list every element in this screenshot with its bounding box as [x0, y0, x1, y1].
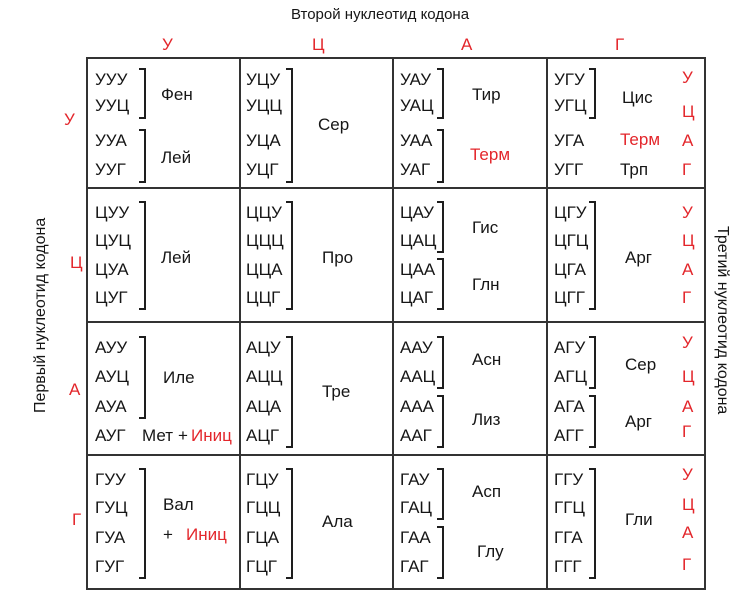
- codon-group-bracket: [139, 336, 146, 419]
- codon: ЦГУ: [554, 203, 587, 222]
- amino-acid-label: Лиз: [472, 410, 501, 429]
- codon: ГУА: [95, 528, 126, 547]
- codon-group-bracket: [589, 395, 596, 448]
- initiation-label: Иниц: [186, 525, 227, 544]
- third-nucleotide-axis-title: Третий нуклеотид кодона: [714, 225, 731, 415]
- amino-acid-label: Цис: [622, 88, 653, 107]
- amino-acid-label: Иле: [163, 368, 195, 387]
- amino-acid-label: Мет: [142, 426, 174, 445]
- third-nucleotide-label: А: [682, 131, 694, 150]
- codon: АГГ: [554, 426, 584, 445]
- third-nucleotide-label: Ц: [682, 102, 695, 121]
- codon: УАУ: [400, 70, 432, 89]
- codon: ЦАГ: [400, 288, 434, 307]
- third-nucleotide-label: У: [682, 333, 693, 352]
- codon: УГА: [554, 131, 585, 150]
- codon-group-bracket: [139, 68, 146, 119]
- codon: ГАЦ: [400, 498, 432, 517]
- codon-group-bracket: [437, 129, 444, 183]
- amino-acid-label: Фен: [161, 85, 193, 104]
- codon-group-bracket: [437, 395, 444, 448]
- codon: ГАГ: [400, 557, 429, 576]
- first-nucleotide-header: Г: [72, 510, 82, 529]
- codon: ЦУУ: [95, 203, 130, 222]
- first-nucleotide-header: А: [69, 380, 81, 399]
- first-nucleotide-header: Ц: [70, 253, 83, 272]
- codon: ЦАУ: [400, 203, 434, 222]
- third-nucleotide-label: А: [682, 260, 694, 279]
- codon: УАА: [400, 131, 433, 150]
- codon-group-bracket: [437, 468, 444, 520]
- amino-acid-label: Ала: [322, 512, 353, 531]
- first-nucleotide-header: У: [64, 110, 75, 129]
- codon: УЦА: [246, 131, 281, 150]
- third-nucleotide-label: А: [682, 397, 694, 416]
- codon: АУГ: [95, 426, 126, 445]
- codon: АУА: [95, 397, 127, 416]
- third-nucleotide-label: Ц: [682, 367, 695, 386]
- third-nucleotide-label: А: [682, 523, 694, 542]
- third-nucleotide-label: У: [682, 203, 693, 222]
- codon-group-bracket: [139, 468, 146, 579]
- codon: ААЦ: [400, 367, 436, 386]
- amino-acid-label: Лей: [161, 248, 192, 267]
- codon: ЦЦА: [246, 260, 283, 279]
- codon: ЦУГ: [95, 288, 128, 307]
- codon: АУЦ: [95, 367, 129, 386]
- codon: АЦА: [246, 397, 282, 416]
- codon: ГУЦ: [95, 498, 128, 517]
- row-divider: [86, 321, 706, 323]
- codon-group-bracket: [589, 68, 596, 119]
- amino-acid-label: Вал: [163, 495, 194, 514]
- first-nucleotide-axis-title: Первый нуклеотид кодона: [32, 217, 49, 413]
- codon: ГЦГ: [246, 557, 277, 576]
- amino-acid-label: Глу: [477, 542, 504, 561]
- row-divider: [86, 454, 706, 456]
- plus-sign: +: [178, 426, 188, 445]
- codon: ЦЦУ: [246, 203, 282, 222]
- codon-group-bracket: [589, 468, 596, 579]
- codon: ЦУЦ: [95, 231, 131, 250]
- amino-acid-label: Асн: [472, 350, 502, 369]
- amino-acid-label: Гли: [625, 510, 653, 529]
- second-nucleotide-header: У: [162, 35, 173, 54]
- codon-group-bracket: [589, 201, 596, 310]
- codon: ГЦА: [246, 528, 280, 547]
- codon-group-bracket: [589, 336, 596, 389]
- codon-group-bracket: [286, 336, 293, 448]
- stop-codon-label: Терм: [470, 145, 511, 164]
- amino-acid-label: Гис: [472, 218, 499, 237]
- codon: ГЦУ: [246, 470, 279, 489]
- codon: ГГЦ: [554, 498, 585, 517]
- amino-acid-label: Сер: [318, 115, 350, 134]
- amino-acid-label: Тир: [472, 85, 501, 104]
- codon: ГУУ: [95, 470, 126, 489]
- codon: УГЦ: [554, 96, 587, 115]
- amino-acid-label: Тре: [322, 382, 351, 401]
- codon: УУА: [95, 131, 127, 150]
- codon: ААУ: [400, 338, 433, 357]
- amino-acid-label: Арг: [625, 412, 652, 431]
- third-nucleotide-label: Г: [682, 288, 692, 307]
- amino-acid-label: Лей: [161, 148, 192, 167]
- codon: ГАА: [400, 528, 431, 547]
- codon: АГЦ: [554, 367, 588, 386]
- codon: УЦГ: [246, 160, 279, 179]
- amino-acid-label: Сер: [625, 355, 657, 374]
- codon: УЦЦ: [246, 96, 282, 115]
- codon: АУУ: [95, 338, 128, 357]
- codon: АЦЦ: [246, 367, 283, 386]
- codon: ЦЦГ: [246, 288, 281, 307]
- codon: УУЦ: [95, 96, 130, 115]
- third-nucleotide-label: Ц: [682, 495, 695, 514]
- second-nucleotide-axis-title: Второй нуклеотид кодона: [291, 6, 470, 23]
- codon-group-bracket: [437, 336, 444, 389]
- third-nucleotide-label: Ц: [682, 231, 695, 250]
- amino-acid-label: Глн: [472, 275, 500, 294]
- codon: ЦАЦ: [400, 231, 437, 250]
- codon: УУУ: [95, 70, 128, 89]
- codon-group-bracket: [139, 129, 146, 183]
- codon-group-bracket: [437, 526, 444, 579]
- column-divider: [392, 57, 394, 590]
- row-divider: [86, 187, 706, 189]
- column-divider: [239, 57, 241, 590]
- codon: ГЦЦ: [246, 498, 281, 517]
- codon: УЦУ: [246, 70, 281, 89]
- amino-acid-label: Арг: [625, 248, 652, 267]
- amino-acid-label: Асп: [472, 482, 502, 501]
- codon: УАГ: [400, 160, 431, 179]
- codon: АГУ: [554, 338, 586, 357]
- codon-group-bracket: [286, 201, 293, 310]
- codon: ЦГЦ: [554, 231, 589, 250]
- third-nucleotide-label: Г: [682, 422, 692, 441]
- codon: ГГА: [554, 528, 583, 547]
- codon: УАЦ: [400, 96, 434, 115]
- codon-group-bracket: [437, 201, 444, 253]
- codon: АГА: [554, 397, 585, 416]
- codon: ЦГГ: [554, 288, 585, 307]
- codon: УУГ: [95, 160, 126, 179]
- codon: ЦГА: [554, 260, 586, 279]
- codon-group-bracket: [286, 68, 293, 183]
- codon-group-bracket: [286, 468, 293, 579]
- codon: УГГ: [554, 160, 584, 179]
- initiation-label: Иниц: [191, 426, 232, 445]
- third-nucleotide-label: У: [682, 68, 693, 87]
- amino-acid-label: Трп: [620, 160, 649, 179]
- stop-codon-label: Терм: [620, 130, 661, 149]
- codon: АЦУ: [246, 338, 281, 357]
- third-nucleotide-label: У: [682, 465, 693, 484]
- second-nucleotide-header: А: [461, 35, 473, 54]
- third-nucleotide-label: Г: [682, 555, 692, 574]
- codon: ГУГ: [95, 557, 125, 576]
- codon: АЦГ: [246, 426, 280, 445]
- codon-group-bracket: [437, 68, 444, 119]
- codon: ААА: [400, 397, 435, 416]
- codon: ААГ: [400, 426, 432, 445]
- second-nucleotide-header: Г: [615, 35, 625, 54]
- codon: ЦУА: [95, 260, 129, 279]
- plus-sign: +: [163, 525, 173, 544]
- codon: ЦЦЦ: [246, 231, 284, 250]
- codon-group-bracket: [139, 201, 146, 310]
- codon: ГАУ: [400, 470, 430, 489]
- codon: УГУ: [554, 70, 585, 89]
- codon: ЦАА: [400, 260, 436, 279]
- codon: ГГГ: [554, 557, 582, 576]
- third-nucleotide-label: Г: [682, 160, 692, 179]
- amino-acid-label: Про: [322, 248, 354, 267]
- codon-group-bracket: [437, 258, 444, 310]
- second-nucleotide-header: Ц: [312, 35, 325, 54]
- codon: ГГУ: [554, 470, 584, 489]
- column-divider: [546, 57, 548, 590]
